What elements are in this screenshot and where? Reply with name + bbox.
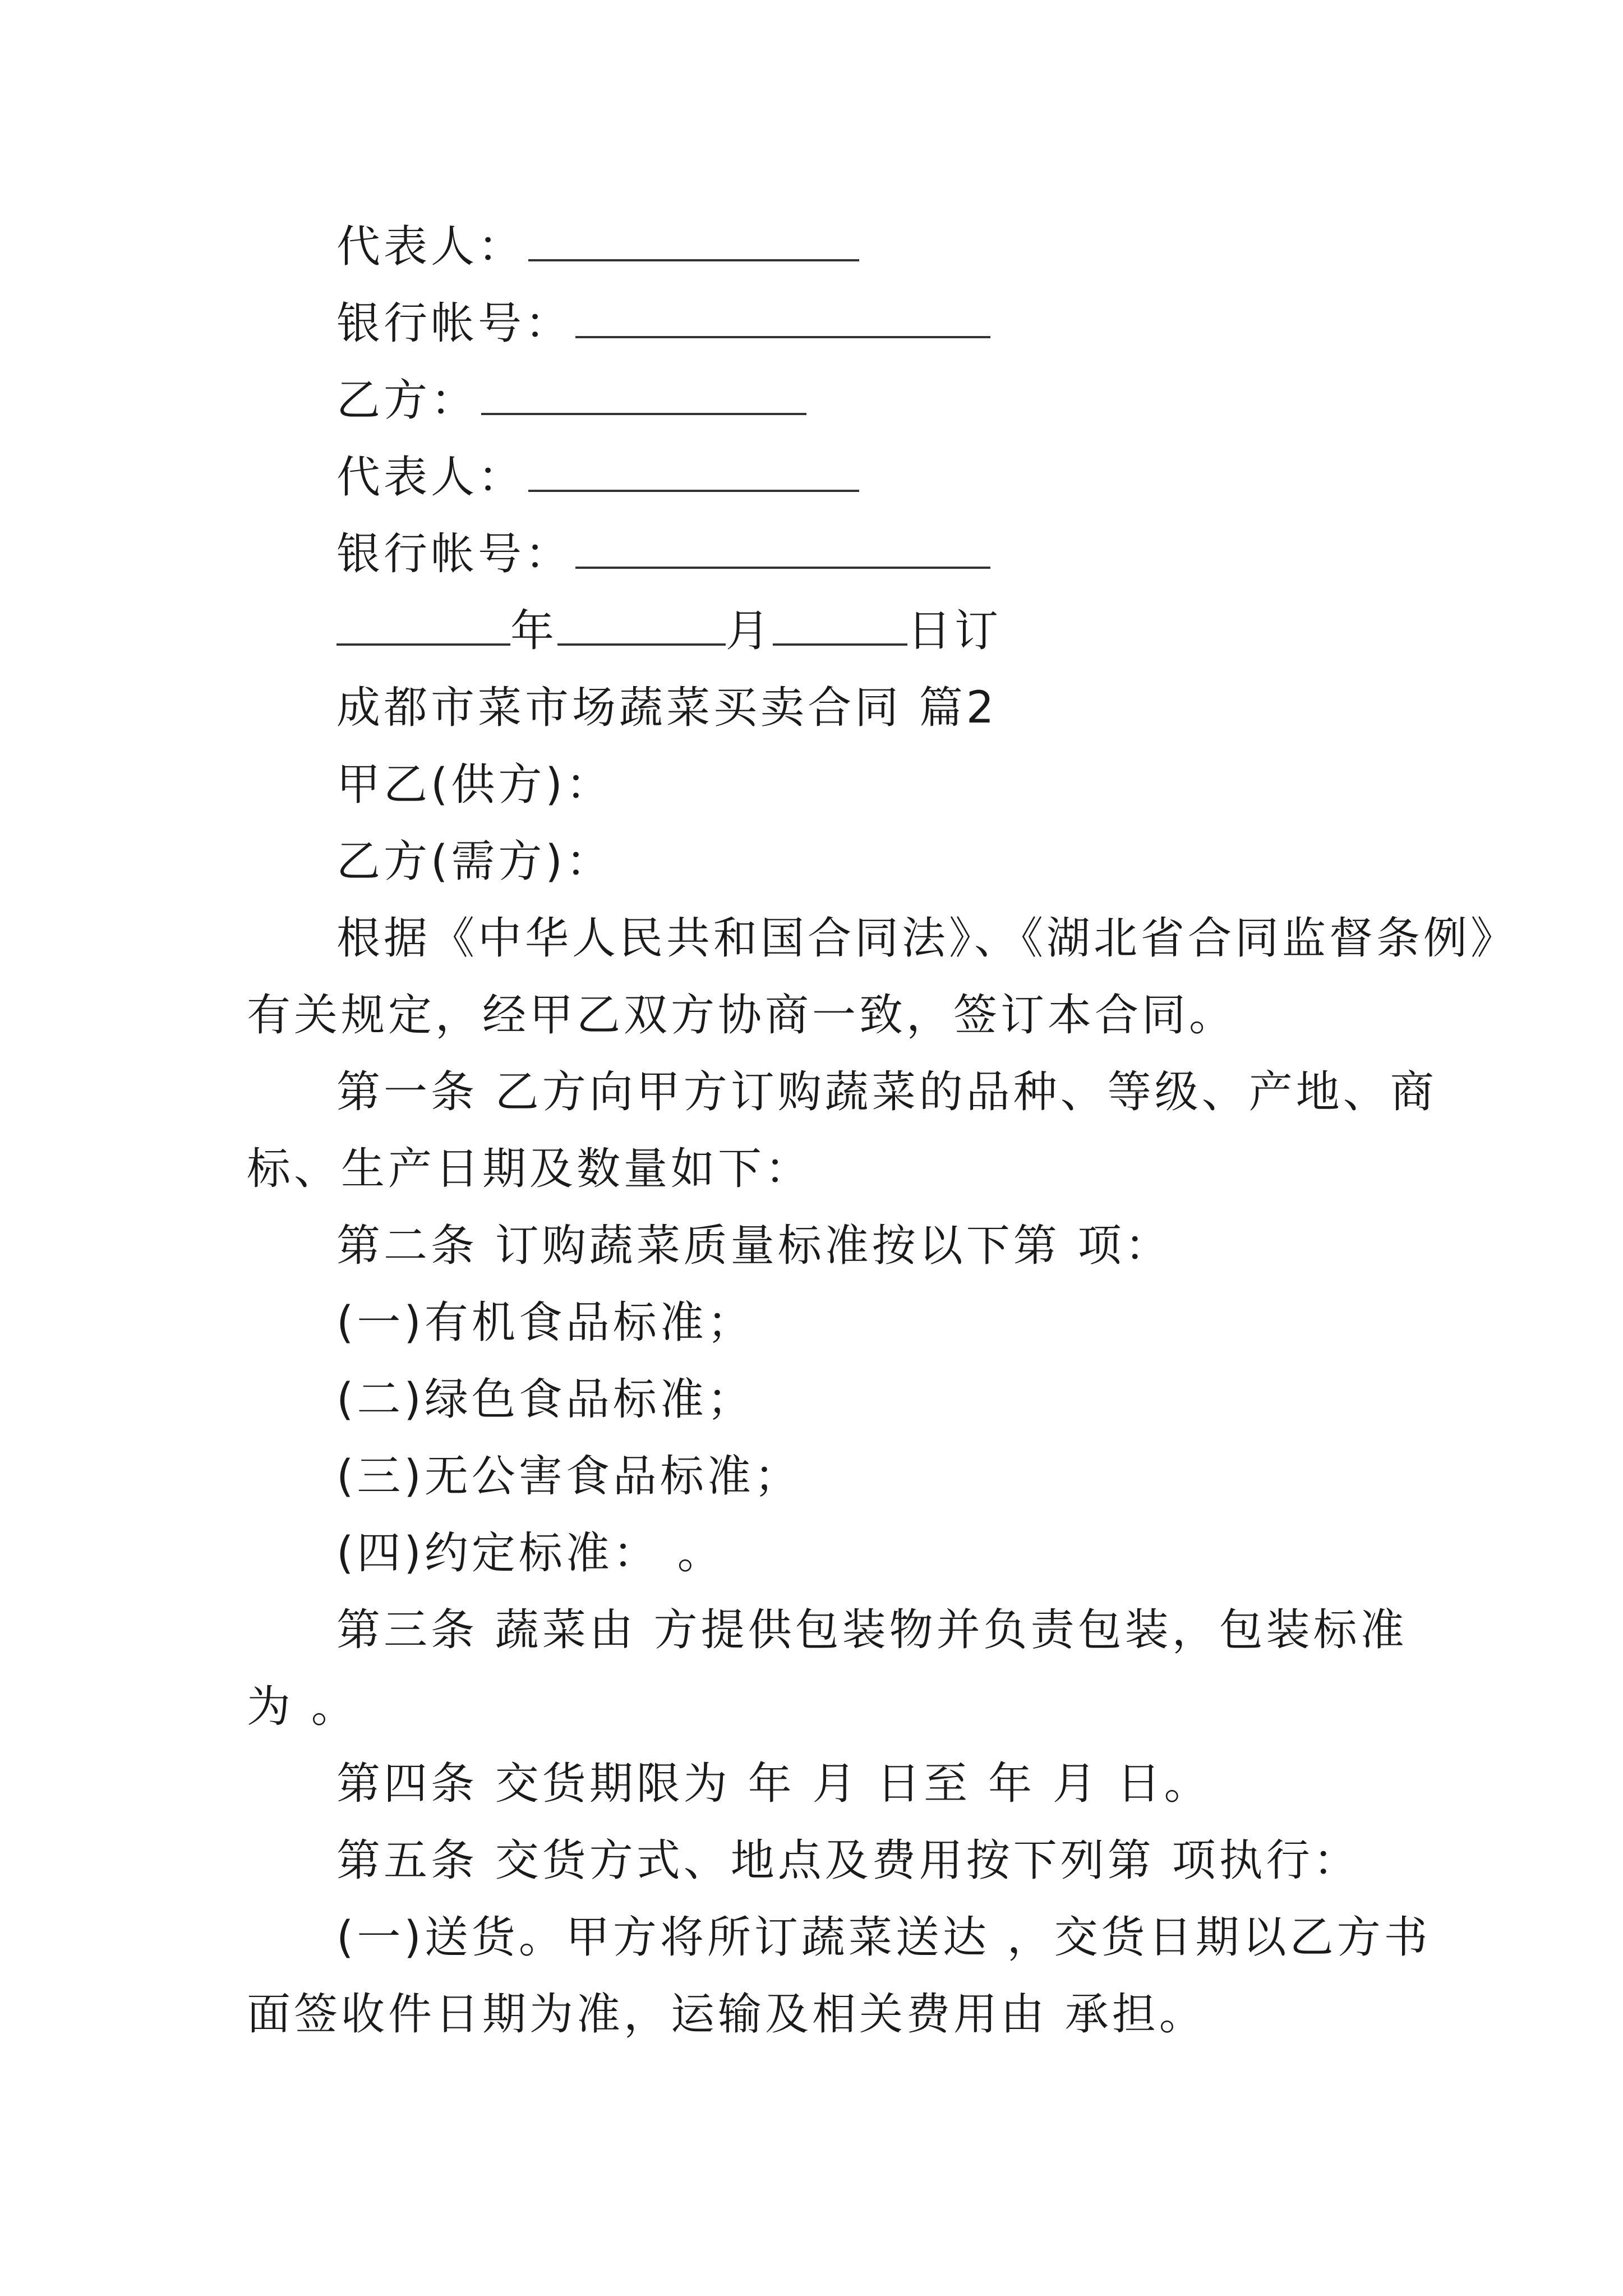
bank-label: 银行帐号：: [336, 529, 573, 579]
paragraph-line: 面签收件日期为准，运输及相关费用由 承担。: [247, 1989, 1206, 2040]
party-b-line: [336, 372, 1458, 429]
paragraph-line: 标、生产日期及数量如下：: [247, 1144, 813, 1194]
party-b-label: 乙方：: [336, 375, 478, 426]
paragraph-line: 为 。: [247, 1682, 358, 1732]
bank-line-party-a: [336, 296, 1458, 352]
buyer-line: 乙方(需方)：: [336, 836, 613, 887]
paragraph-line: 根据《中华人民共和国合同法》、《湖北省合同监督条例》: [336, 913, 1518, 964]
party-b-blank: [481, 378, 806, 415]
list-item: (二)绿色食品标准；: [336, 1374, 754, 1425]
month-label: 月: [726, 606, 773, 656]
date-line: [336, 603, 1458, 659]
article-1-line: 第一条 乙方向甲方订购蔬菜的品种、等级、产地、商: [336, 1067, 1437, 1117]
bank-line-party-b: [336, 526, 1458, 582]
bank-blank: [575, 301, 990, 338]
year-label: 年: [510, 606, 558, 656]
rep-blank: [528, 224, 859, 261]
rep-label: 代表人：: [336, 222, 525, 272]
list-item: (四)约定标准： 。: [336, 1528, 725, 1579]
list-item: (一)有机食品标准；: [336, 1297, 754, 1348]
rep-label: 代表人：: [336, 452, 525, 503]
list-item: (三)无公害食品标准；: [336, 1451, 801, 1502]
month-blank: [557, 609, 726, 646]
bank-label: 银行帐号：: [336, 298, 573, 349]
bank-blank: [575, 532, 990, 569]
section-title: 成都市菜市场蔬菜买卖合同 篇2: [336, 683, 998, 733]
list-item: (一)送货。甲方将所订蔬菜送达 ，交货日期以乙方书: [336, 1912, 1431, 1963]
year-blank: [336, 609, 510, 646]
article-5-line: 第五条 交货方式、地点及费用按下列第 项执行：: [336, 1835, 1361, 1886]
supplier-line: 甲乙(供方)：: [336, 760, 613, 810]
paragraph-line: 有关规定，经甲乙双方协商一致，签订本合同。: [247, 990, 1237, 1041]
day-blank: [773, 609, 907, 646]
rep-line-party-a: [336, 219, 1458, 275]
rep-blank: [528, 455, 859, 492]
article-2-line: 第二条 订购蔬菜质量标准按以下第 项：: [336, 1221, 1172, 1271]
rep-line-party-b: [336, 449, 1458, 505]
article-4-line: 第四条 交货期限为 年 月 日至 年 月 日。: [336, 1759, 1211, 1809]
day-label: 日订: [907, 606, 1002, 656]
article-3-line: 第三条 蔬菜由 方提供包装物并负责包装，包装标准: [336, 1605, 1408, 1655]
